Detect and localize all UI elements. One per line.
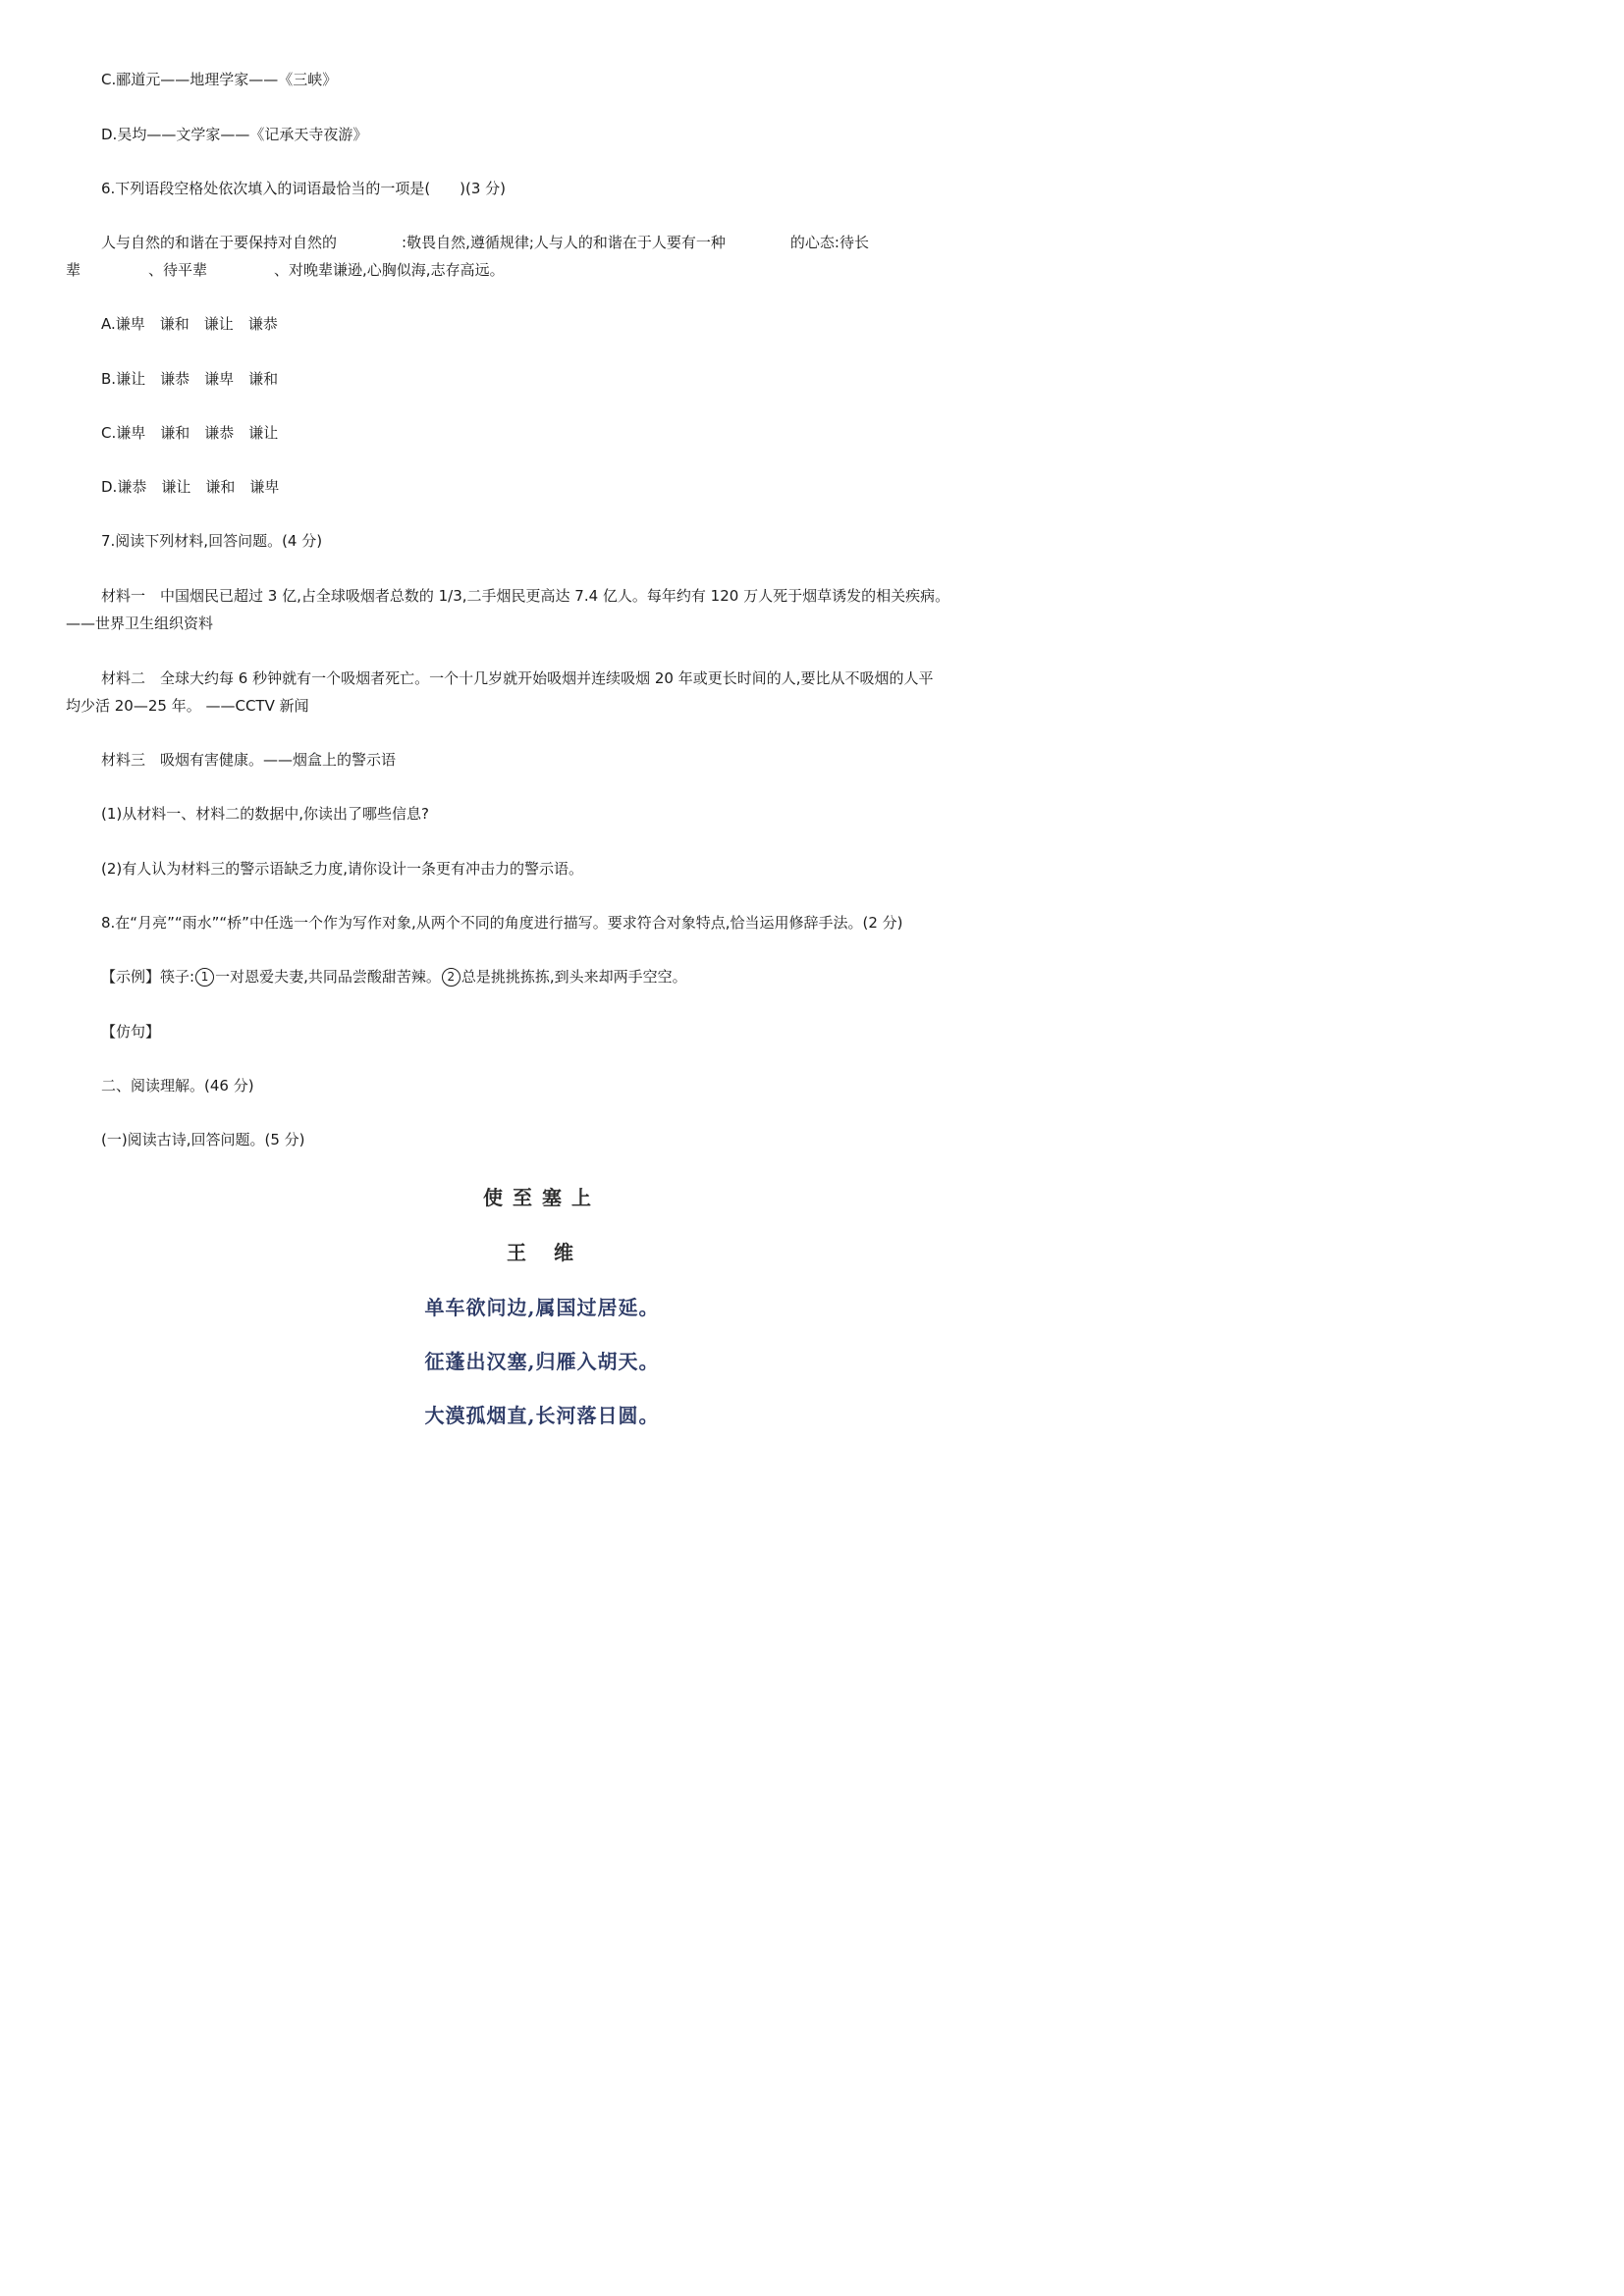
section-sub-heading: (一)阅读古诗,回答问题。(5 分) bbox=[101, 1131, 305, 1148]
q6-passage-line2 bbox=[66, 261, 505, 279]
q7-sub-question-2: (2)有人认为材料三的警示语缺乏力度,请你设计一条更有冲击力的警示语。 bbox=[101, 860, 584, 878]
circled-number-2: 2 bbox=[442, 968, 460, 987]
q8-example-label: 【示例】筷子: bbox=[101, 968, 195, 986]
q8-imitate-label: 【仿句】 bbox=[101, 1023, 161, 1041]
q7-material2-line2: 均少活 20—25 年。 ——CCTV 新闻 bbox=[66, 697, 309, 715]
q6-option-c bbox=[101, 424, 293, 442]
q6-passage-text: 的心态:待长 bbox=[789, 234, 869, 251]
poem-line: 征蓬出汉塞,归雁入胡天。 bbox=[424, 1350, 660, 1373]
option-word: 谦和 bbox=[159, 315, 189, 333]
q8-example-text: 总是挑挑拣拣,到头来却两手空空。 bbox=[460, 968, 687, 986]
option-word: 谦卑 bbox=[116, 424, 146, 442]
q5-option-c: C.郦道元——地理学家——《三峡》 bbox=[101, 71, 338, 88]
option-word: 谦让 bbox=[161, 478, 191, 496]
q6-passage-text: :敬畏自然,遵循规律;人与人的和谐在于人要有一种 bbox=[402, 234, 726, 251]
option-word: 谦卑 bbox=[115, 315, 145, 333]
q6-option-b bbox=[101, 370, 293, 388]
q6-passage-text: 、待平辈 bbox=[148, 261, 208, 279]
option-letter: A. bbox=[101, 315, 116, 333]
option-word: 谦恭 bbox=[160, 370, 190, 388]
q7-material2-line1: 材料二 全球大约每 6 秒钟就有一个吸烟者死亡。一个十几岁就开始吸烟并连续吸烟 20 年或更长时间的人,要比从不吸烟的人平 bbox=[101, 669, 934, 687]
option-letter: B. bbox=[101, 370, 117, 388]
option-word: 谦恭 bbox=[117, 478, 147, 496]
option-word: 谦和 bbox=[248, 370, 279, 388]
q8-example bbox=[101, 968, 687, 987]
poem-line: 大漠孤烟直,长河落日圆。 bbox=[424, 1404, 660, 1427]
option-letter: D. bbox=[101, 478, 118, 496]
section-heading: 二、阅读理解。(46 分) bbox=[101, 1077, 254, 1095]
q7-material1-line1: 材料一 中国烟民已超过 3 亿,占全球吸烟者总数的 1/3,二手烟民更高达 7.4 亿人。每年约有 120 万人死于烟草诱发的相关疾病。 bbox=[101, 587, 950, 605]
option-word: 谦让 bbox=[116, 370, 146, 388]
q6-stem: 6.下列语段空格处依次填入的词语最恰当的一项是( )(3 分) bbox=[101, 180, 507, 197]
q6-passage-text: 人与自然的和谐在于要保持对自然的 bbox=[101, 234, 338, 251]
option-word: 谦恭 bbox=[204, 424, 235, 442]
q5-option-d: D.吴均——文学家——《记承天寺夜游》 bbox=[101, 126, 368, 143]
option-word: 谦卑 bbox=[204, 370, 235, 388]
q6-option-d bbox=[101, 478, 294, 496]
poem-title: 使至塞上 bbox=[483, 1186, 601, 1209]
option-word: 谦让 bbox=[248, 424, 279, 442]
poem-author: 王 维 bbox=[507, 1241, 577, 1264]
option-letter: C. bbox=[101, 424, 117, 442]
option-word: 谦和 bbox=[160, 424, 190, 442]
option-word: 谦恭 bbox=[247, 315, 278, 333]
option-word: 谦和 bbox=[205, 478, 236, 496]
q8-stem: 8.在“月亮”“雨水”“桥”中任选一个作为写作对象,从两个不同的角度进行描写。要求符合对象特点,恰当运用修辞手法。(2 分) bbox=[101, 914, 903, 932]
q7-material1-source: ——世界卫生组织资料 bbox=[66, 614, 214, 632]
q7-sub-question-1: (1)从材料一、材料二的数据中,你读出了哪些信息? bbox=[101, 805, 429, 823]
q6-passage-text: 辈 bbox=[66, 261, 81, 279]
circled-number-1: 1 bbox=[195, 968, 214, 987]
q7-material3: 材料三 吸烟有害健康。——烟盒上的警示语 bbox=[101, 751, 397, 769]
q8-example-text: 一对恩爱夫妻,共同品尝酸甜苦辣。 bbox=[215, 968, 441, 986]
q6-passage-line1 bbox=[101, 234, 869, 251]
q7-stem: 7.阅读下列材料,回答问题。(4 分) bbox=[101, 532, 323, 550]
poem-line: 单车欲问边,属国过居延。 bbox=[424, 1296, 660, 1319]
q6-option-a bbox=[101, 315, 293, 333]
option-word: 谦让 bbox=[203, 315, 234, 333]
q6-passage-text: 、对晚辈谦逊,心胸似海,志存高远。 bbox=[274, 261, 505, 279]
option-word: 谦卑 bbox=[249, 478, 280, 496]
